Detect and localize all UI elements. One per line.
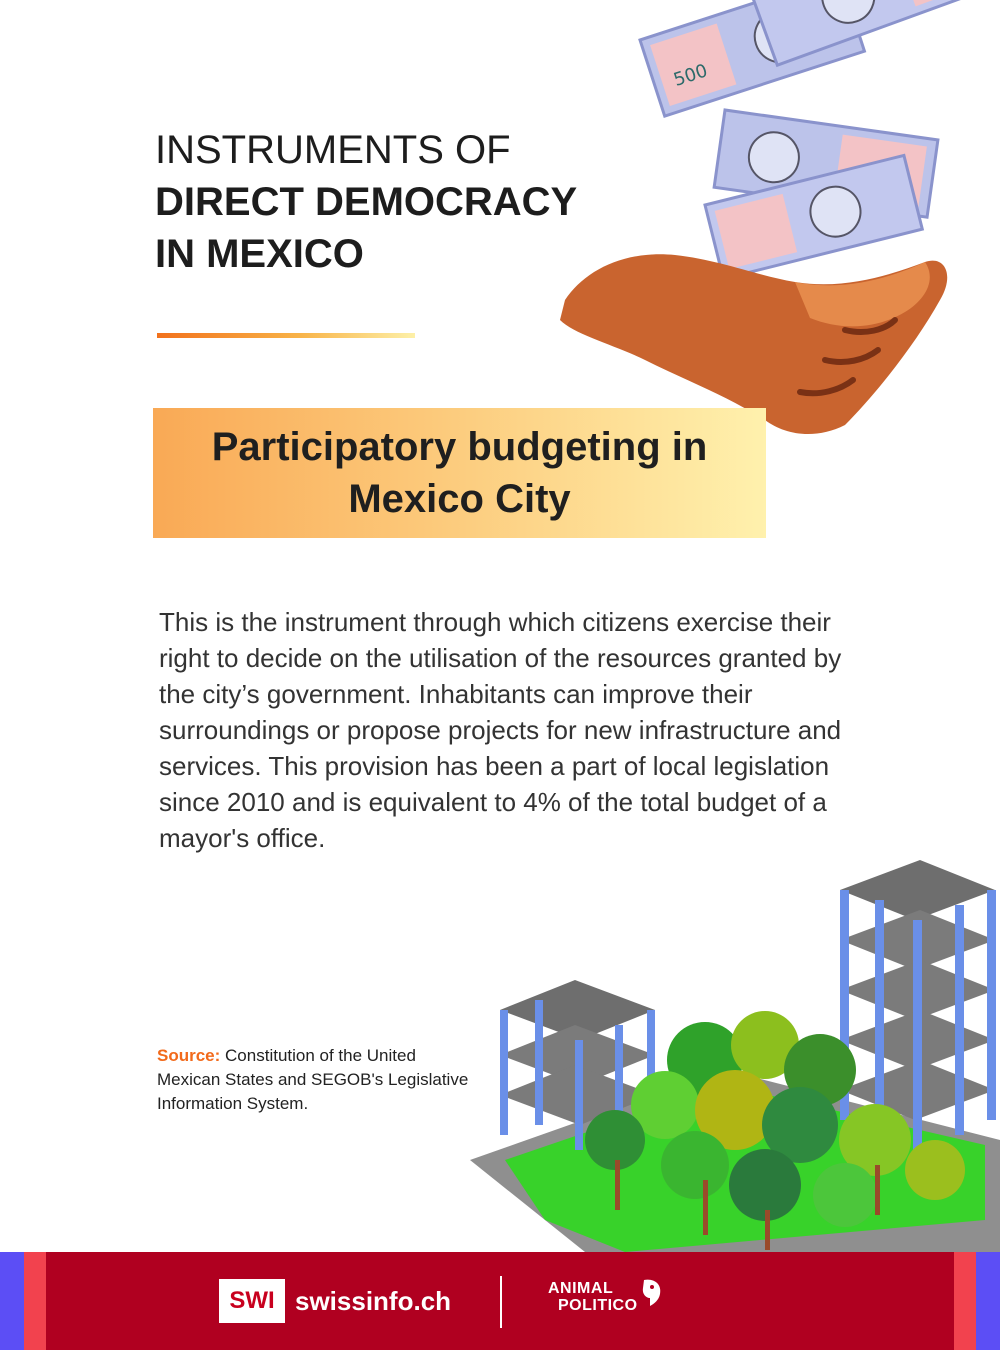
source-label: Source: xyxy=(157,1046,221,1065)
source-note xyxy=(157,1044,477,1116)
subtitle: Participatory budgeting in Mexico City xyxy=(211,425,708,521)
city-park-illustration xyxy=(465,840,1000,1252)
footer-edge-left-coral xyxy=(24,1252,46,1350)
footer-bar xyxy=(0,1252,1000,1350)
footer-edge-left-blue xyxy=(0,1252,24,1350)
subtitle-banner xyxy=(153,408,766,538)
footer-edge-right-coral xyxy=(954,1252,976,1350)
swi-logo-box: SWI xyxy=(219,1279,285,1323)
title-line-3: IN MEXICO xyxy=(155,232,364,276)
footer-edge-right-blue xyxy=(976,1252,1000,1350)
partner-line-2: POLITICO xyxy=(558,1297,638,1314)
title-line-2: DIRECT DEMOCRACY xyxy=(155,180,578,224)
svg-text:500: 500 xyxy=(671,60,711,91)
elephant-icon xyxy=(640,1278,664,1310)
animal-politico-logo[interactable] xyxy=(548,1280,638,1314)
body-paragraph: This is the instrument through which citizens exercise their right to decide on the utilisation of the resources granted by the city’s government. Inhabitants can improve their surroundings or propose projects for new infrastructure and services. This provision has been a part of local legislation since 2010 and is equivalent to 4% of the total budget of a mayor's office. xyxy=(159,607,842,853)
swi-domain: swissinfo.ch xyxy=(295,1285,452,1316)
hand-banknotes-illustration xyxy=(545,0,1000,440)
source-text: Constitution of the United Mexican States and SEGOB's Legislative Information System. xyxy=(157,1046,469,1113)
banknote-icon xyxy=(750,0,984,65)
title-divider xyxy=(157,333,415,338)
footer-divider xyxy=(500,1276,502,1328)
swissinfo-logo[interactable] xyxy=(219,1279,451,1323)
partner-line-1: ANIMAL xyxy=(548,1280,614,1297)
title-line-1: INSTRUMENTS OF xyxy=(155,128,511,172)
